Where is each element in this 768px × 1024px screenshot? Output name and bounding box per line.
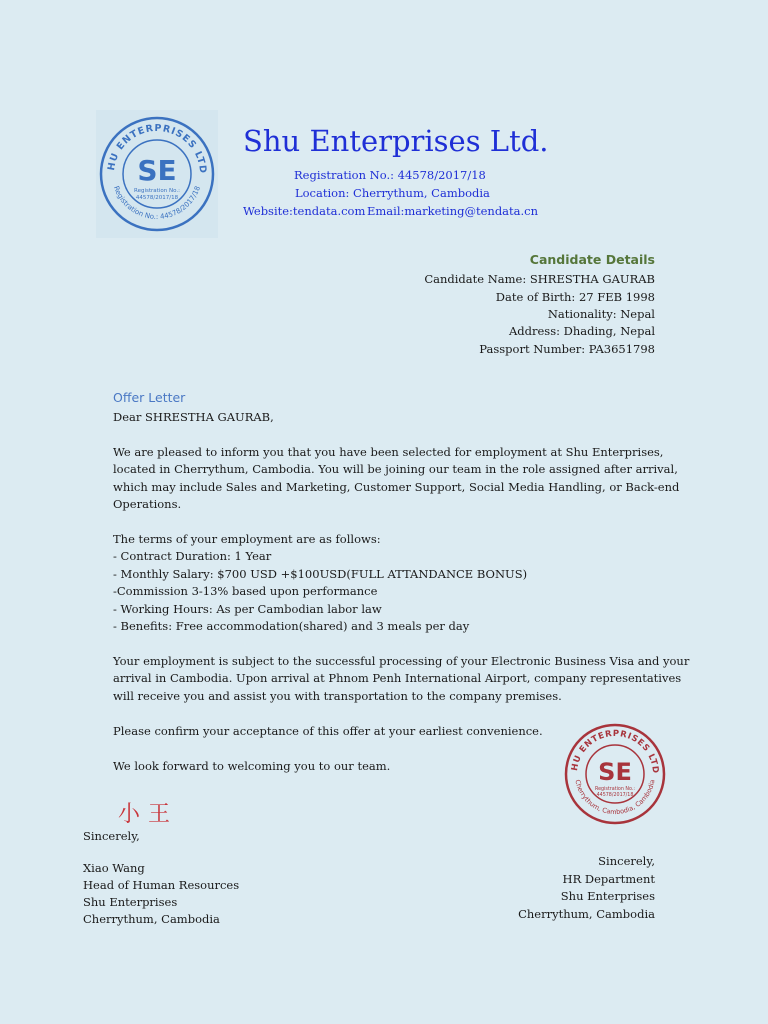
terms-intro: The terms of your employment are as follows: <box>113 532 381 546</box>
company-location: Location: Cherrythum, Cambodia <box>295 186 490 200</box>
company-stamp <box>563 722 667 826</box>
term-item: - Working Hours: As per Cambodian labor law <box>113 602 382 616</box>
paragraph-line: Your employment is subject to the successful processing of your Electronic Business Visa and your <box>113 654 690 668</box>
signer-name: Xiao Wang <box>83 861 145 875</box>
hr-city: Cherrythum, Cambodia <box>518 907 655 921</box>
signer-position: Head of Human Resources <box>83 878 240 892</box>
paragraph-line: arrival in Cambodia. Upon arrival at Phnom Penh International Airport, company representatives <box>113 671 682 685</box>
candidate-address: Address: Dhading, Nepal <box>508 324 655 338</box>
term-item: - Benefits: Free accommodation(shared) and 3 meals per day <box>113 619 470 633</box>
candidate-passport: Passport Number: PA3651798 <box>479 342 655 356</box>
confirmation-request: Please confirm your acceptance of this offer at your earliest convenience. <box>113 724 543 738</box>
hr-closing: Sincerely, <box>598 854 655 868</box>
company-email: Email:marketing@tendata.cn <box>367 204 539 218</box>
company-website: Website:tendata.com <box>243 204 366 218</box>
svg-text:SHU ENTERPRISES LTD.: HU ENTERPRISES LTD <box>106 122 209 175</box>
term-item: - Contract Duration: 1 Year <box>113 549 272 563</box>
letter-greeting: Dear SHRESTHA GAURAB, <box>113 410 274 424</box>
svg-text:Registration No.:: Registration No.: <box>134 188 180 194</box>
signer-company: Shu Enterprises <box>83 895 178 909</box>
hr-department: HR Department <box>562 872 655 886</box>
svg-text:Registration No.: 44578/2017/1: Registration No.: 44578/2017/18 <box>111 185 203 222</box>
paragraph-line: Operations. <box>113 497 182 511</box>
svg-text:SE: SE <box>137 154 177 187</box>
svg-text:Cherrythum, Cambodia, Cambodia: Cherrythum, Cambodia, Cambodia <box>573 778 657 817</box>
company-logo <box>96 110 218 238</box>
term-item: -Commission 3-13% based upon performance <box>113 584 378 598</box>
svg-text:SHU ENTERPRISES LTD.: HU ENTERPRISES LTD <box>570 728 661 775</box>
candidate-dob: Date of Birth: 27 FEB 1998 <box>495 290 655 304</box>
hr-company: Shu Enterprises <box>560 889 655 903</box>
paragraph-line: will receive you and assist you with transportation to the company premises. <box>113 689 562 703</box>
signer-city: Cherrythum, Cambodia <box>83 912 220 926</box>
logo-seal-icon <box>96 110 218 238</box>
closing-line: We look forward to welcoming you to our team. <box>113 759 391 773</box>
registration-number: Registration No.: 44578/2017/18 <box>294 168 486 182</box>
candidate-nationality: Nationality: Nepal <box>547 307 655 321</box>
svg-text:44578/2017/18: 44578/2017/18 <box>135 195 179 201</box>
svg-text:SE: SE <box>598 758 632 786</box>
paragraph-line: We are pleased to inform you that you have been selected for employment at Shu Enterprises, <box>113 445 664 459</box>
company-name: Shu Enterprises Ltd. <box>243 124 549 158</box>
paragraph-line: which may include Sales and Marketing, Customer Support, Social Media Handling, or Back-end <box>113 480 680 494</box>
paragraph-line: located in Cherrythum, Cambodia. You will be joining our team in the role assigned after arrival, <box>113 462 678 476</box>
term-item: - Monthly Salary: $700 USD +$100USD(FULL ATTANDANCE BONUS) <box>113 567 528 581</box>
candidate-details-heading: Candidate Details <box>529 252 655 267</box>
stamp-seal-icon <box>563 722 667 826</box>
offer-letter-heading: Offer Letter <box>113 390 186 405</box>
svg-text:44578/2017/18: 44578/2017/18 <box>596 793 634 798</box>
handwritten-signature: 小王 <box>118 802 179 827</box>
signoff-closing: Sincerely, <box>83 829 140 843</box>
svg-text:Registration No.:: Registration No.: <box>594 787 636 792</box>
candidate-name: Candidate Name: SHRESTHA GAURAB <box>424 272 655 286</box>
